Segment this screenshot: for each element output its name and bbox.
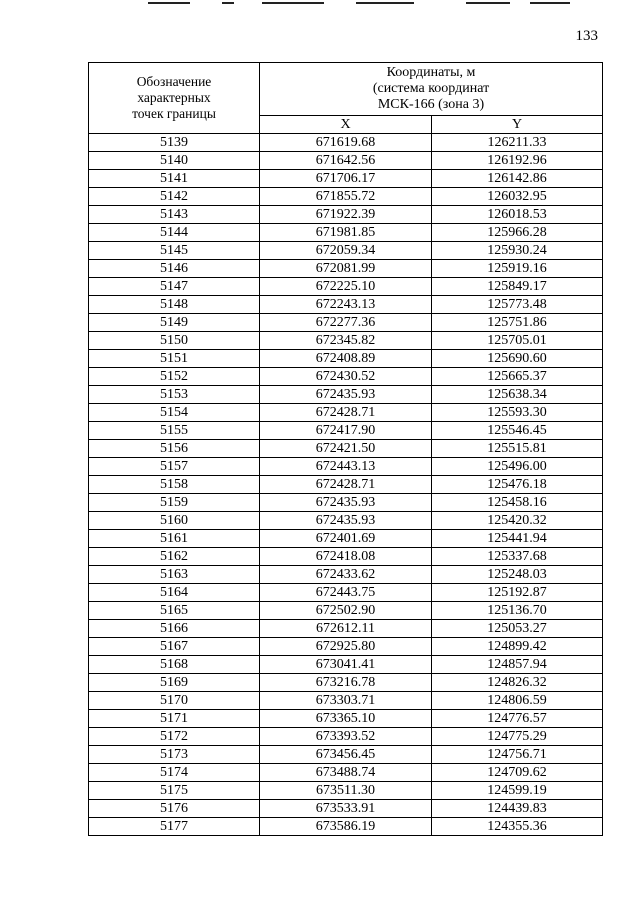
table-row (89, 746, 603, 764)
x-coordinate-cell: 673041.41 (260, 656, 432, 674)
table-row (89, 440, 603, 458)
point-id-cell: 5148 (89, 296, 260, 314)
x-coordinate-cell: 672443.13 (260, 458, 432, 476)
header-name-line: характерных (137, 90, 211, 105)
table-row (89, 494, 603, 512)
y-coordinate-cell: 126192.96 (432, 152, 603, 170)
point-id-cell: 5154 (89, 404, 260, 422)
point-id-cell: 5140 (89, 152, 260, 170)
y-coordinate-cell: 124355.36 (432, 818, 603, 836)
x-coordinate-cell: 673393.52 (260, 728, 432, 746)
y-coordinate-cell: 125638.34 (432, 386, 603, 404)
point-id-cell: 5174 (89, 764, 260, 782)
table-row (89, 710, 603, 728)
point-id-cell: 5146 (89, 260, 260, 278)
x-coordinate-cell: 672428.71 (260, 476, 432, 494)
x-coordinate-cell: 671706.17 (260, 170, 432, 188)
point-id-cell: 5153 (89, 386, 260, 404)
point-id-cell: 5147 (89, 278, 260, 296)
table-row (89, 368, 603, 386)
table-row (89, 386, 603, 404)
header-name-line: точек границы (132, 106, 216, 121)
y-coordinate-cell: 125053.27 (432, 620, 603, 638)
point-id-cell: 5139 (89, 134, 260, 152)
y-coordinate-cell: 125966.28 (432, 224, 603, 242)
point-id-cell: 5170 (89, 692, 260, 710)
y-coordinate-cell: 125665.37 (432, 368, 603, 386)
table-row (89, 206, 603, 224)
x-coordinate-cell: 673586.19 (260, 818, 432, 836)
x-coordinate-cell: 672345.82 (260, 332, 432, 350)
page-number: 133 (575, 28, 598, 44)
x-coordinate-cell: 673511.30 (260, 782, 432, 800)
y-coordinate-cell: 124857.94 (432, 656, 603, 674)
point-id-cell: 5157 (89, 458, 260, 476)
table-row (89, 278, 603, 296)
x-coordinate-cell: 671619.68 (260, 134, 432, 152)
header-coord-line: МСК-166 (зона 3) (377, 97, 485, 112)
table-row (89, 566, 603, 584)
point-id-cell: 5158 (89, 476, 260, 494)
point-id-cell: 5177 (89, 818, 260, 836)
y-coordinate-cell: 125337.68 (432, 548, 603, 566)
x-coordinate-cell: 671922.39 (260, 206, 432, 224)
x-coordinate-cell: 673488.74 (260, 764, 432, 782)
x-coordinate-cell: 672417.90 (260, 422, 432, 440)
table-row (89, 692, 603, 710)
header-coordinates (260, 63, 603, 116)
table-row (89, 800, 603, 818)
table-row (89, 782, 603, 800)
table-row (89, 764, 603, 782)
table-row (89, 476, 603, 494)
x-coordinate-cell: 672243.13 (260, 296, 432, 314)
x-coordinate-cell: 672081.99 (260, 260, 432, 278)
y-coordinate-cell: 125248.03 (432, 566, 603, 584)
x-coordinate-cell: 673365.10 (260, 710, 432, 728)
x-coordinate-cell: 673533.91 (260, 800, 432, 818)
y-coordinate-cell: 125849.17 (432, 278, 603, 296)
table-row (89, 188, 603, 206)
point-id-cell: 5151 (89, 350, 260, 368)
x-coordinate-cell: 671981.85 (260, 224, 432, 242)
y-coordinate-cell: 125773.48 (432, 296, 603, 314)
point-id-cell: 5175 (89, 782, 260, 800)
y-coordinate-cell: 124776.57 (432, 710, 603, 728)
table-row (89, 674, 603, 692)
y-coordinate-cell: 125930.24 (432, 242, 603, 260)
x-coordinate-cell: 673216.78 (260, 674, 432, 692)
y-coordinate-cell: 125751.86 (432, 314, 603, 332)
table-row (89, 260, 603, 278)
x-coordinate-cell: 672401.69 (260, 530, 432, 548)
y-coordinate-cell: 124439.83 (432, 800, 603, 818)
x-coordinate-cell: 671642.56 (260, 152, 432, 170)
y-coordinate-cell: 124899.42 (432, 638, 603, 656)
y-coordinate-cell: 125420.32 (432, 512, 603, 530)
y-coordinate-cell: 125496.00 (432, 458, 603, 476)
y-coordinate-cell: 125690.60 (432, 350, 603, 368)
point-id-cell: 5152 (89, 368, 260, 386)
point-id-cell: 5165 (89, 602, 260, 620)
header-x: X (260, 116, 432, 134)
header-y: Y (432, 116, 603, 134)
boundary-points-table (88, 62, 603, 836)
x-coordinate-cell: 672059.34 (260, 242, 432, 260)
table-row (89, 170, 603, 188)
point-id-cell: 5160 (89, 512, 260, 530)
table-row (89, 242, 603, 260)
y-coordinate-cell: 125441.94 (432, 530, 603, 548)
y-coordinate-cell: 125192.87 (432, 584, 603, 602)
table-row (89, 314, 603, 332)
point-id-cell: 5143 (89, 206, 260, 224)
table-body (89, 134, 603, 836)
x-coordinate-cell: 672435.93 (260, 494, 432, 512)
x-coordinate-cell: 671855.72 (260, 188, 432, 206)
point-id-cell: 5149 (89, 314, 260, 332)
y-coordinate-cell: 126142.86 (432, 170, 603, 188)
table-row (89, 620, 603, 638)
table-row (89, 656, 603, 674)
x-coordinate-cell: 672612.11 (260, 620, 432, 638)
table-row (89, 224, 603, 242)
y-coordinate-cell: 125593.30 (432, 404, 603, 422)
point-id-cell: 5161 (89, 530, 260, 548)
point-id-cell: 5159 (89, 494, 260, 512)
y-coordinate-cell: 125515.81 (432, 440, 603, 458)
table-row (89, 404, 603, 422)
x-coordinate-cell: 672430.52 (260, 368, 432, 386)
point-id-cell: 5176 (89, 800, 260, 818)
table-row (89, 332, 603, 350)
point-id-cell: 5171 (89, 710, 260, 728)
point-id-cell: 5145 (89, 242, 260, 260)
point-id-cell: 5141 (89, 170, 260, 188)
point-id-cell: 5150 (89, 332, 260, 350)
point-id-cell: 5166 (89, 620, 260, 638)
table-row (89, 638, 603, 656)
y-coordinate-cell: 125476.18 (432, 476, 603, 494)
page-top-scan-marks (0, 0, 640, 8)
point-id-cell: 5169 (89, 674, 260, 692)
point-id-cell: 5168 (89, 656, 260, 674)
table-row (89, 422, 603, 440)
x-coordinate-cell: 672502.90 (260, 602, 432, 620)
table-row (89, 458, 603, 476)
table-row (89, 728, 603, 746)
x-coordinate-cell: 672435.93 (260, 512, 432, 530)
y-coordinate-cell: 125919.16 (432, 260, 603, 278)
x-coordinate-cell: 672443.75 (260, 584, 432, 602)
x-coordinate-cell: 672421.50 (260, 440, 432, 458)
y-coordinate-cell: 126032.95 (432, 188, 603, 206)
table-row (89, 530, 603, 548)
point-id-cell: 5162 (89, 548, 260, 566)
x-coordinate-cell: 672925.80 (260, 638, 432, 656)
header-point-designation (89, 63, 260, 134)
x-coordinate-cell: 672277.36 (260, 314, 432, 332)
table-row (89, 818, 603, 836)
header-coord-line: (система координат (372, 81, 490, 96)
y-coordinate-cell: 125136.70 (432, 602, 603, 620)
x-coordinate-cell: 672418.08 (260, 548, 432, 566)
y-coordinate-cell: 125458.16 (432, 494, 603, 512)
table-row (89, 152, 603, 170)
point-id-cell: 5173 (89, 746, 260, 764)
header-coord-line: Координаты, м (386, 65, 476, 80)
x-coordinate-cell: 672225.10 (260, 278, 432, 296)
y-coordinate-cell: 125705.01 (432, 332, 603, 350)
x-coordinate-cell: 672433.62 (260, 566, 432, 584)
table-row (89, 512, 603, 530)
point-id-cell: 5164 (89, 584, 260, 602)
y-coordinate-cell: 124826.32 (432, 674, 603, 692)
point-id-cell: 5142 (89, 188, 260, 206)
table-row (89, 584, 603, 602)
y-coordinate-cell: 124709.62 (432, 764, 603, 782)
table-row (89, 134, 603, 152)
point-id-cell: 5156 (89, 440, 260, 458)
y-coordinate-cell: 126018.53 (432, 206, 603, 224)
x-coordinate-cell: 673456.45 (260, 746, 432, 764)
y-coordinate-cell: 126211.33 (432, 134, 603, 152)
table-row (89, 296, 603, 314)
x-coordinate-cell: 672428.71 (260, 404, 432, 422)
x-coordinate-cell: 672435.93 (260, 386, 432, 404)
y-coordinate-cell: 124756.71 (432, 746, 603, 764)
y-coordinate-cell: 125546.45 (432, 422, 603, 440)
point-id-cell: 5167 (89, 638, 260, 656)
point-id-cell: 5155 (89, 422, 260, 440)
y-coordinate-cell: 124775.29 (432, 728, 603, 746)
point-id-cell: 5144 (89, 224, 260, 242)
table-row (89, 602, 603, 620)
x-coordinate-cell: 673303.71 (260, 692, 432, 710)
y-coordinate-cell: 124806.59 (432, 692, 603, 710)
header-name-line: Обозначение (136, 74, 212, 89)
x-coordinate-cell: 672408.89 (260, 350, 432, 368)
y-coordinate-cell: 124599.19 (432, 782, 603, 800)
point-id-cell: 5163 (89, 566, 260, 584)
point-id-cell: 5172 (89, 728, 260, 746)
table-row (89, 350, 603, 368)
table-row (89, 548, 603, 566)
